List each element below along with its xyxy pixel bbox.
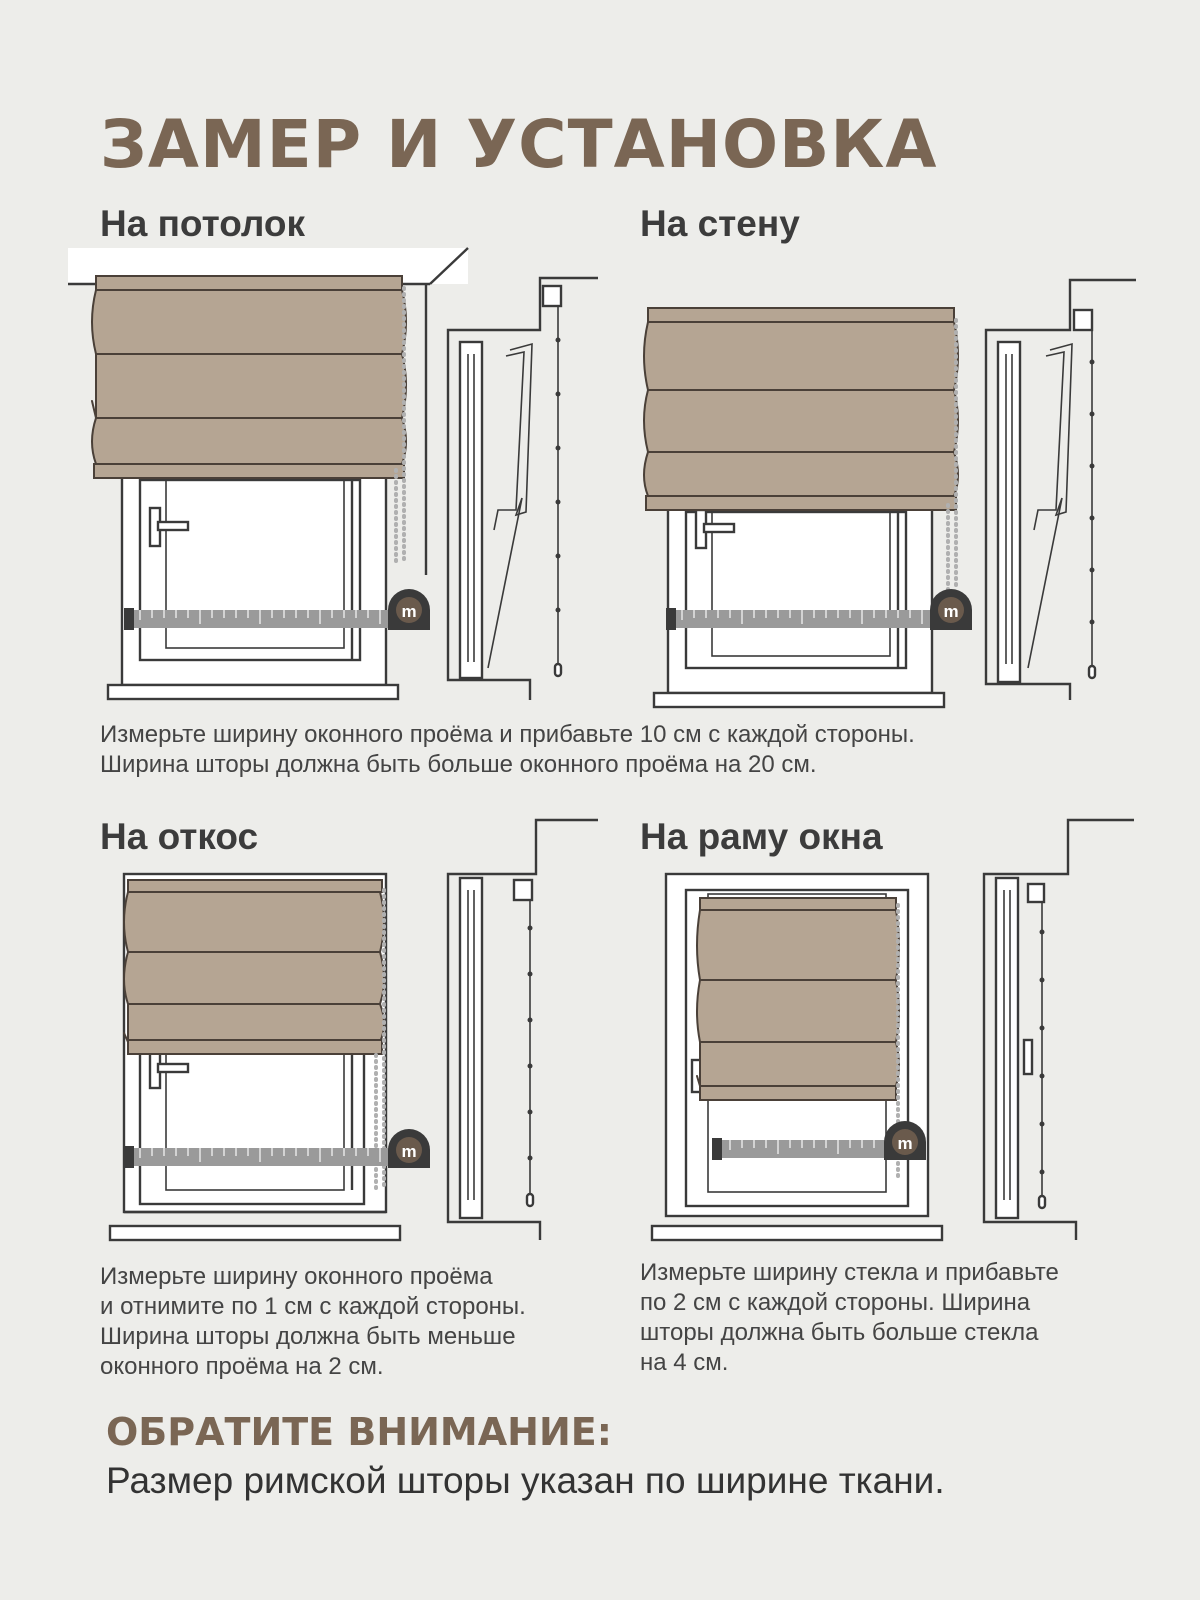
description-line: Измерьте ширину оконного проёма [100, 1263, 493, 1290]
tape-label-3: m [401, 1142, 417, 1161]
heading-slope: На откос [100, 816, 259, 857]
heading-ceiling: На потолок [100, 203, 306, 244]
ceiling-side-profile [448, 278, 598, 700]
heading-frame: На раму окна [640, 816, 883, 857]
description-line: и отнимите по 1 см с каждой стороны. [100, 1293, 526, 1320]
slope-window-diagram [110, 874, 430, 1240]
description-ceiling-wall [100, 720, 1180, 780]
description-line: шторы должна быть больше стекла [640, 1319, 1039, 1346]
wall-side-profile [986, 280, 1136, 700]
tape-label: m [401, 602, 417, 621]
description-frame [640, 1258, 1180, 1378]
description-line: Ширина шторы должна быть меньше [100, 1323, 516, 1350]
description-slope [100, 1262, 620, 1382]
frame-window-diagram [652, 874, 942, 1240]
description-line: на 4 см. [640, 1349, 729, 1376]
frame-side-profile [984, 820, 1134, 1240]
page-title: ЗАМЕР И УСТАНОВКА [100, 106, 938, 183]
description-line: по 2 см с каждой стороны. Ширина [640, 1289, 1031, 1316]
wall-window-diagram [644, 308, 972, 707]
heading-wall: На стену [640, 203, 800, 244]
description-line: Ширина шторы должна быть больше оконного проёма на 20 см. [100, 751, 817, 778]
tape-label-2: m [943, 602, 959, 621]
description-line: Измерьте ширину оконного проёма и прибавьте 10 см с каждой стороны. [100, 721, 915, 748]
ceiling-window-diagram [68, 248, 468, 699]
tape-label-4: m [897, 1134, 913, 1153]
description-line: Измерьте ширину стекла и прибавьте [640, 1259, 1059, 1286]
attention-heading: ОБРАТИТЕ ВНИМАНИЕ: [106, 1410, 612, 1454]
slope-side-profile [448, 820, 598, 1240]
description-line: оконного проёма на 2 см. [100, 1353, 384, 1380]
attention-note: Размер римской шторы указан по ширине ткани. [106, 1460, 945, 1501]
